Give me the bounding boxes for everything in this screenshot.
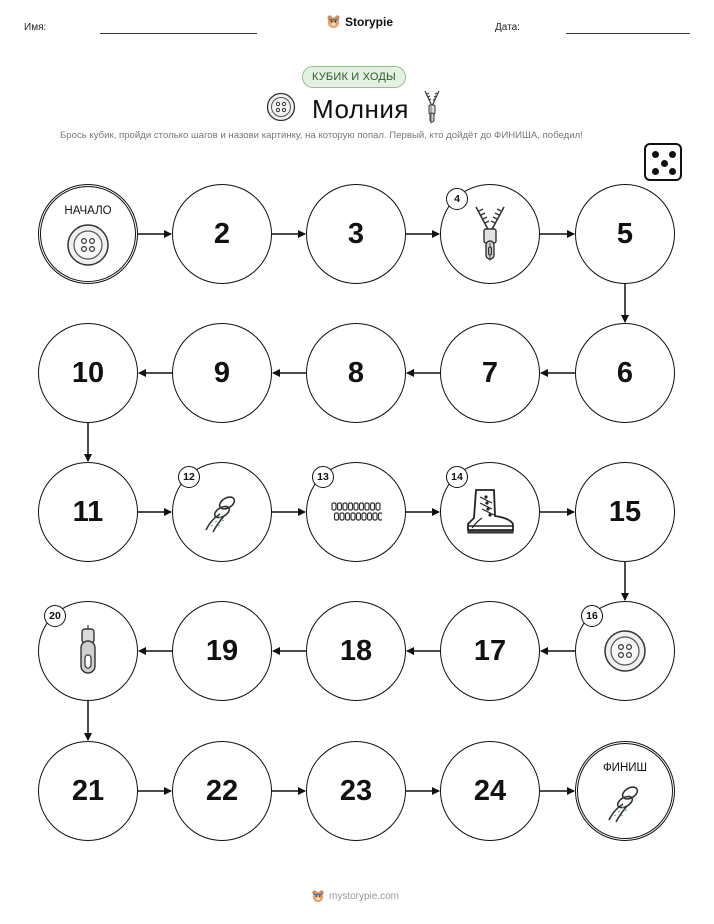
footer-site: mystorypie.com — [329, 890, 400, 902]
cell-number: 11 — [72, 495, 104, 528]
cell-2[interactable] — [172, 184, 272, 284]
cell-23[interactable] — [306, 741, 406, 841]
footer — [311, 889, 399, 903]
bear-icon — [311, 889, 325, 903]
page-title: Молния — [312, 94, 409, 124]
cell-4[interactable] — [440, 184, 540, 284]
cell-number: 6 — [616, 356, 634, 389]
cell-5[interactable] — [575, 184, 675, 284]
cell-number-badge: 14 — [446, 466, 468, 488]
cell-number-badge: 12 — [178, 466, 200, 488]
instructions: Брось кубик, пройди столько шагов и назови картинку, на которую попал. Первый, кто дойдёт до ФИНИША, победил! — [60, 130, 583, 141]
cell-10[interactable] — [38, 323, 138, 423]
game-type-badge: КУБИК И ХОДЫ — [302, 66, 406, 88]
start-cell[interactable] — [38, 184, 138, 284]
cell-24[interactable] — [440, 741, 540, 841]
cell-12[interactable] — [172, 462, 272, 562]
cell-16[interactable] — [575, 601, 675, 701]
button-icon — [41, 223, 135, 267]
cell-number-badge: 20 — [44, 605, 66, 627]
cell-number: 23 — [339, 774, 373, 807]
cell-21[interactable] — [38, 741, 138, 841]
cell-number-badge: 4 — [446, 188, 468, 210]
cell-3[interactable] — [306, 184, 406, 284]
cell-9[interactable] — [172, 323, 272, 423]
cell-17[interactable] — [440, 601, 540, 701]
cell-18[interactable] — [306, 601, 406, 701]
cell-number: 21 — [71, 774, 105, 807]
cell-7[interactable] — [440, 323, 540, 423]
cell-number: 17 — [473, 634, 507, 667]
cell-6[interactable] — [575, 323, 675, 423]
finish-label: ФИНИШ — [602, 762, 648, 774]
cell-11[interactable] — [38, 462, 138, 562]
cell-number-badge: 16 — [581, 605, 603, 627]
cell-number: 2 — [213, 217, 231, 250]
date-label: Дата: — [495, 22, 520, 33]
cell-15[interactable] — [575, 462, 675, 562]
cell-14[interactable] — [440, 462, 540, 562]
cell-8[interactable] — [306, 323, 406, 423]
cell-number: 22 — [205, 774, 239, 807]
cell-number: 3 — [347, 217, 365, 250]
cell-number: 18 — [339, 634, 373, 667]
start-label: НАЧАЛО — [64, 205, 112, 217]
cell-13[interactable] — [306, 462, 406, 562]
cell-22[interactable] — [172, 741, 272, 841]
cell-number: 7 — [481, 356, 499, 389]
brand-name: Storypie — [345, 14, 394, 29]
name-label: Имя: — [24, 22, 47, 33]
cell-number: 19 — [205, 634, 239, 667]
cell-20[interactable] — [38, 601, 138, 701]
cell-number: 5 — [616, 217, 634, 250]
cell-number: 15 — [608, 495, 642, 528]
rope-icon — [578, 780, 672, 824]
cell-number: 10 — [71, 356, 105, 389]
cell-19[interactable] — [172, 601, 272, 701]
finish-cell[interactable] — [575, 741, 675, 841]
cell-number: 9 — [213, 356, 231, 389]
cell-number-badge: 13 — [312, 466, 334, 488]
cell-number: 8 — [347, 356, 365, 389]
cell-number: 24 — [473, 774, 507, 807]
